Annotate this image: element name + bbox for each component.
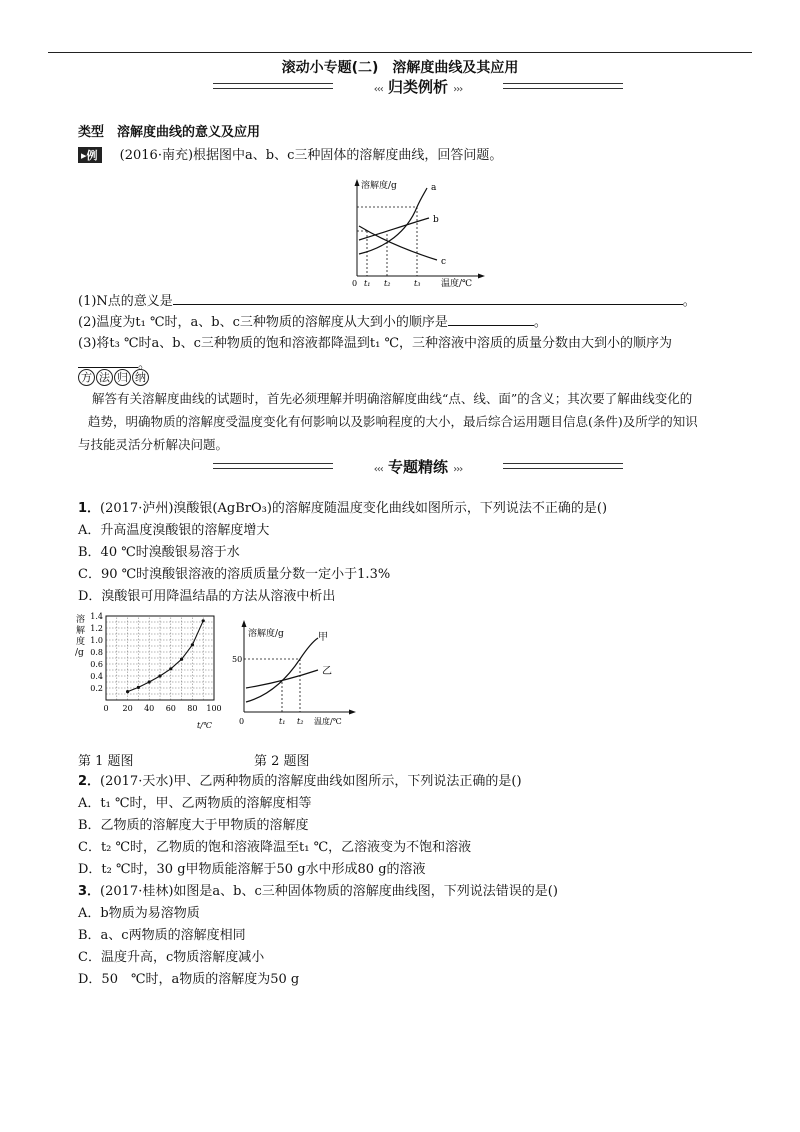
data-point <box>126 690 129 693</box>
answer-blank-3[interactable] <box>78 355 138 368</box>
svg-text:0: 0 <box>352 279 358 288</box>
curve-b <box>359 218 429 240</box>
question-1-option-c: C．90 ℃时溴酸银溶液的溶质质量分数一定小于1.3% <box>78 567 391 582</box>
svg-text:温度/℃: 温度/℃ <box>314 717 342 726</box>
svg-text:50: 50 <box>232 655 243 664</box>
x-tick-label: 80 <box>187 704 198 713</box>
svg-text:溶解度/g: 溶解度/g <box>248 629 284 639</box>
data-point <box>191 643 194 646</box>
x-tick-label: 100 <box>206 704 222 713</box>
question-2-stem: 2．(2017·天水)甲、乙两种物质的溶解度曲线如图所示，下列说法正确的是() <box>78 774 522 789</box>
x-tick-label: 60 <box>165 704 176 713</box>
data-point <box>180 658 183 661</box>
svg-text:解: 解 <box>76 626 86 636</box>
section-banner-practice: ‹‹‹ 专题精练 ››› <box>213 456 623 478</box>
question-1-option-d: D．溴酸银可用降温结晶的方法从溶液中析出 <box>78 589 336 604</box>
question-1-option-b: B．40 ℃时溴酸银易溶于水 <box>78 545 240 560</box>
banner-title: 专题精练 <box>387 458 448 476</box>
data-point <box>158 674 161 677</box>
example-q2: (2)温度为t₁ ℃时，a、b、c三种物质的溶解度从大到小的顺序是 。 <box>78 315 547 330</box>
page-title: 滚动小专题(二) 溶解度曲线及其应用 <box>281 60 519 76</box>
x-tick-label: 40 <box>144 704 155 713</box>
y-tick-label: 0.6 <box>90 660 103 669</box>
svg-text:t₃: t₃ <box>414 279 421 288</box>
svg-text:b: b <box>433 215 439 225</box>
svg-text:t₂: t₂ <box>384 279 391 288</box>
example-solubility-chart <box>345 176 495 288</box>
jia-yi-solubility-chart <box>234 616 364 730</box>
section-banner-examples: ‹‹‹ 归类例析 ››› <box>213 76 623 98</box>
curve-jia <box>246 638 318 702</box>
data-point <box>148 680 151 683</box>
y-tick-label: 0.2 <box>90 684 103 693</box>
y-tick-label: 0.4 <box>90 672 103 681</box>
method-text-1: 解答有关溶解度曲线的试题时，首先必须理解并明确溶解度曲线“点、线、面”的含义；其次要了解曲线变化的 <box>92 391 693 406</box>
x-tick-label: 0 <box>103 704 109 713</box>
answer-blank-2[interactable] <box>448 313 534 326</box>
question-2-option-d: D．t₂ ℃时，30 g甲物质能溶解于50 g水中形成80 g的溶液 <box>78 862 426 877</box>
agbro3-solubility-chart <box>74 606 224 732</box>
question-3-option-d: D．50 ℃时，a物质的溶解度为50 g <box>78 972 300 987</box>
figure-2-caption: 第 2 题图 <box>254 754 310 769</box>
data-point <box>169 667 172 670</box>
svg-text:t₁: t₁ <box>364 279 371 288</box>
y-tick-label: 1.4 <box>90 612 103 621</box>
question-2-option-a: A．t₁ ℃时，甲、乙两物质的溶解度相等 <box>78 796 312 811</box>
type-heading: 类型 溶解度曲线的意义及应用 <box>78 125 261 140</box>
svg-text:t₁: t₁ <box>279 717 286 726</box>
y-tick-label: 1.0 <box>90 636 103 645</box>
svg-text:c: c <box>441 257 447 267</box>
data-point <box>137 686 140 689</box>
y-tick-label: 0.8 <box>90 648 103 657</box>
method-heading: 方 法 归 纳 <box>78 369 150 386</box>
answer-blank-1[interactable] <box>173 292 683 305</box>
svg-text:乙: 乙 <box>322 666 332 677</box>
data-point <box>202 619 205 622</box>
solubility-curve <box>128 621 204 692</box>
method-text-3: 与技能灵活分析解决问题。 <box>78 437 229 452</box>
svg-text:度: 度 <box>76 637 86 647</box>
svg-text:溶: 溶 <box>76 615 86 625</box>
question-3-stem: 3．(2017·桂林)如图是a、b、c三种固体物质的溶解度曲线图，下列说法错误的是() <box>78 884 558 899</box>
svg-text:0: 0 <box>239 717 245 726</box>
example-badge: ▸例 <box>78 147 102 163</box>
x-tick-label: 20 <box>122 704 133 713</box>
top-rule <box>48 52 752 53</box>
question-2-option-b: B．乙物质的溶解度大于甲物质的溶解度 <box>78 818 309 833</box>
figure-1-caption: 第 1 题图 <box>78 754 134 769</box>
svg-text:甲: 甲 <box>318 632 328 643</box>
example-q3: (3)将t₃ ℃时a、b、c三种物质的饱和溶液都降温到t₁ ℃，三种溶液中溶质的质量分数由大到小的顺序为 <box>78 336 672 351</box>
question-3-option-b: B．a、c两物质的溶解度相同 <box>78 928 246 943</box>
question-2-option-c: C．t₂ ℃时，乙物质的饱和溶液降温至t₁ ℃，乙溶液变为不饱和溶液 <box>78 840 472 855</box>
example-q1: (1)N点的意义是 。 <box>78 294 696 309</box>
example-stem: ▸例 (2016·南充)根据图中a、b、c三种固体的溶解度曲线，回答问题。 <box>78 144 502 163</box>
method-text-2: 趋势，明确物质的溶解度受温度变化有何影响以及影响程度的大小，最后综合运用题目信息(条件)及所学的知识 <box>88 414 698 429</box>
svg-text:t/℃: t/℃ <box>197 721 212 730</box>
svg-text:t₂: t₂ <box>297 717 304 726</box>
banner-title: 归类例析 <box>387 78 448 96</box>
y-tick-label: 1.2 <box>90 624 103 633</box>
example-q3-cont: 。 <box>78 353 151 372</box>
question-3-option-a: A．b物质为易溶物质 <box>78 906 200 921</box>
svg-text:温度/℃: 温度/℃ <box>441 279 473 289</box>
question-3-option-c: C．温度升高，c物质溶解度减小 <box>78 950 265 965</box>
curve-yi <box>246 670 318 688</box>
curve-c <box>359 226 437 260</box>
svg-text:溶解度/g: 溶解度/g <box>361 181 397 191</box>
svg-text:/g: /g <box>75 648 84 658</box>
question-1-stem: 1．(2017·泸州)溴酸银(AgBrO₃)的溶解度随温度变化曲线如图所示，下列说法不正确的是() <box>78 501 608 516</box>
question-1-option-a: A．升高温度溴酸银的溶解度增大 <box>78 523 270 538</box>
svg-text:a: a <box>431 183 437 193</box>
